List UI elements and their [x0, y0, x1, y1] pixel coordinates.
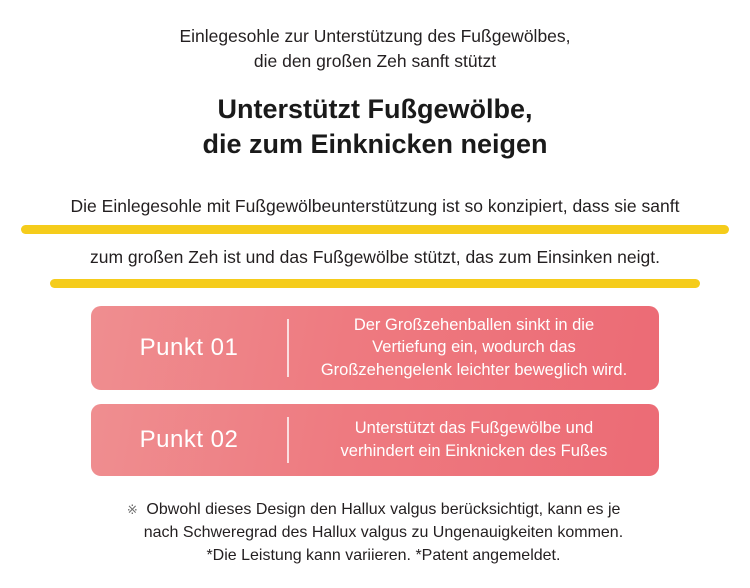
footnote-line: nach Schweregrad des Hallux valgus zu Ungenauigkeiten kommen.	[143, 523, 624, 541]
footnote-text	[144, 498, 623, 568]
point-row	[91, 306, 659, 390]
point-text-line: Unterstützt das Fußgewölbe und	[354, 419, 594, 438]
footnote-line: Obwohl dieses Design den Hallux valgus berücksichtigt, kann es je	[146, 500, 621, 518]
point-text	[289, 404, 659, 476]
point-label: Punkt 02	[139, 425, 239, 453]
footnote-line: *Die Leistung kann variieren. *Patent angemeldet.	[206, 546, 561, 564]
body-line-1	[21, 193, 729, 219]
body-line-2-text: zum großen Zeh ist und das Fußgewölbe stützt, das zum Einsinken neigt.	[89, 247, 660, 268]
lead-line-1: Einlegesohle zur Unterstützung des Fußgewölbes,	[179, 26, 571, 46]
headline-line-1: Unterstützt Fußgewölbe,	[217, 93, 533, 124]
point-text-line: Vertiefung ein, wodurch das	[372, 338, 576, 357]
body-description	[0, 193, 750, 288]
point-text	[289, 306, 659, 390]
page-title	[0, 92, 750, 163]
headline-line-2: die zum Einknicken neigen	[202, 129, 548, 160]
point-row	[91, 404, 659, 476]
highlight-marker-2	[50, 279, 700, 288]
point-text-line: Großzehengelenk leichter beweglich wird.	[320, 360, 628, 379]
reference-mark-icon: ※	[126, 501, 138, 517]
body-line-1-text: Die Einlegesohle mit Fußgewölbeunterstützung ist so konzipiert, dass sie sanft	[70, 196, 680, 216]
point-text-line: Der Großzehenballen sinkt in die	[353, 316, 595, 335]
point-text-line: verhindert ein Einknicken des Fußes	[340, 441, 608, 460]
lead-heading	[0, 0, 750, 75]
point-label: Punkt 01	[139, 333, 239, 361]
highlight-marker-1	[21, 225, 729, 234]
points-list	[0, 306, 750, 476]
lead-line-2: die den großen Zeh sanft stützt	[253, 51, 497, 72]
body-line-2	[21, 244, 729, 270]
footnote	[0, 498, 750, 568]
